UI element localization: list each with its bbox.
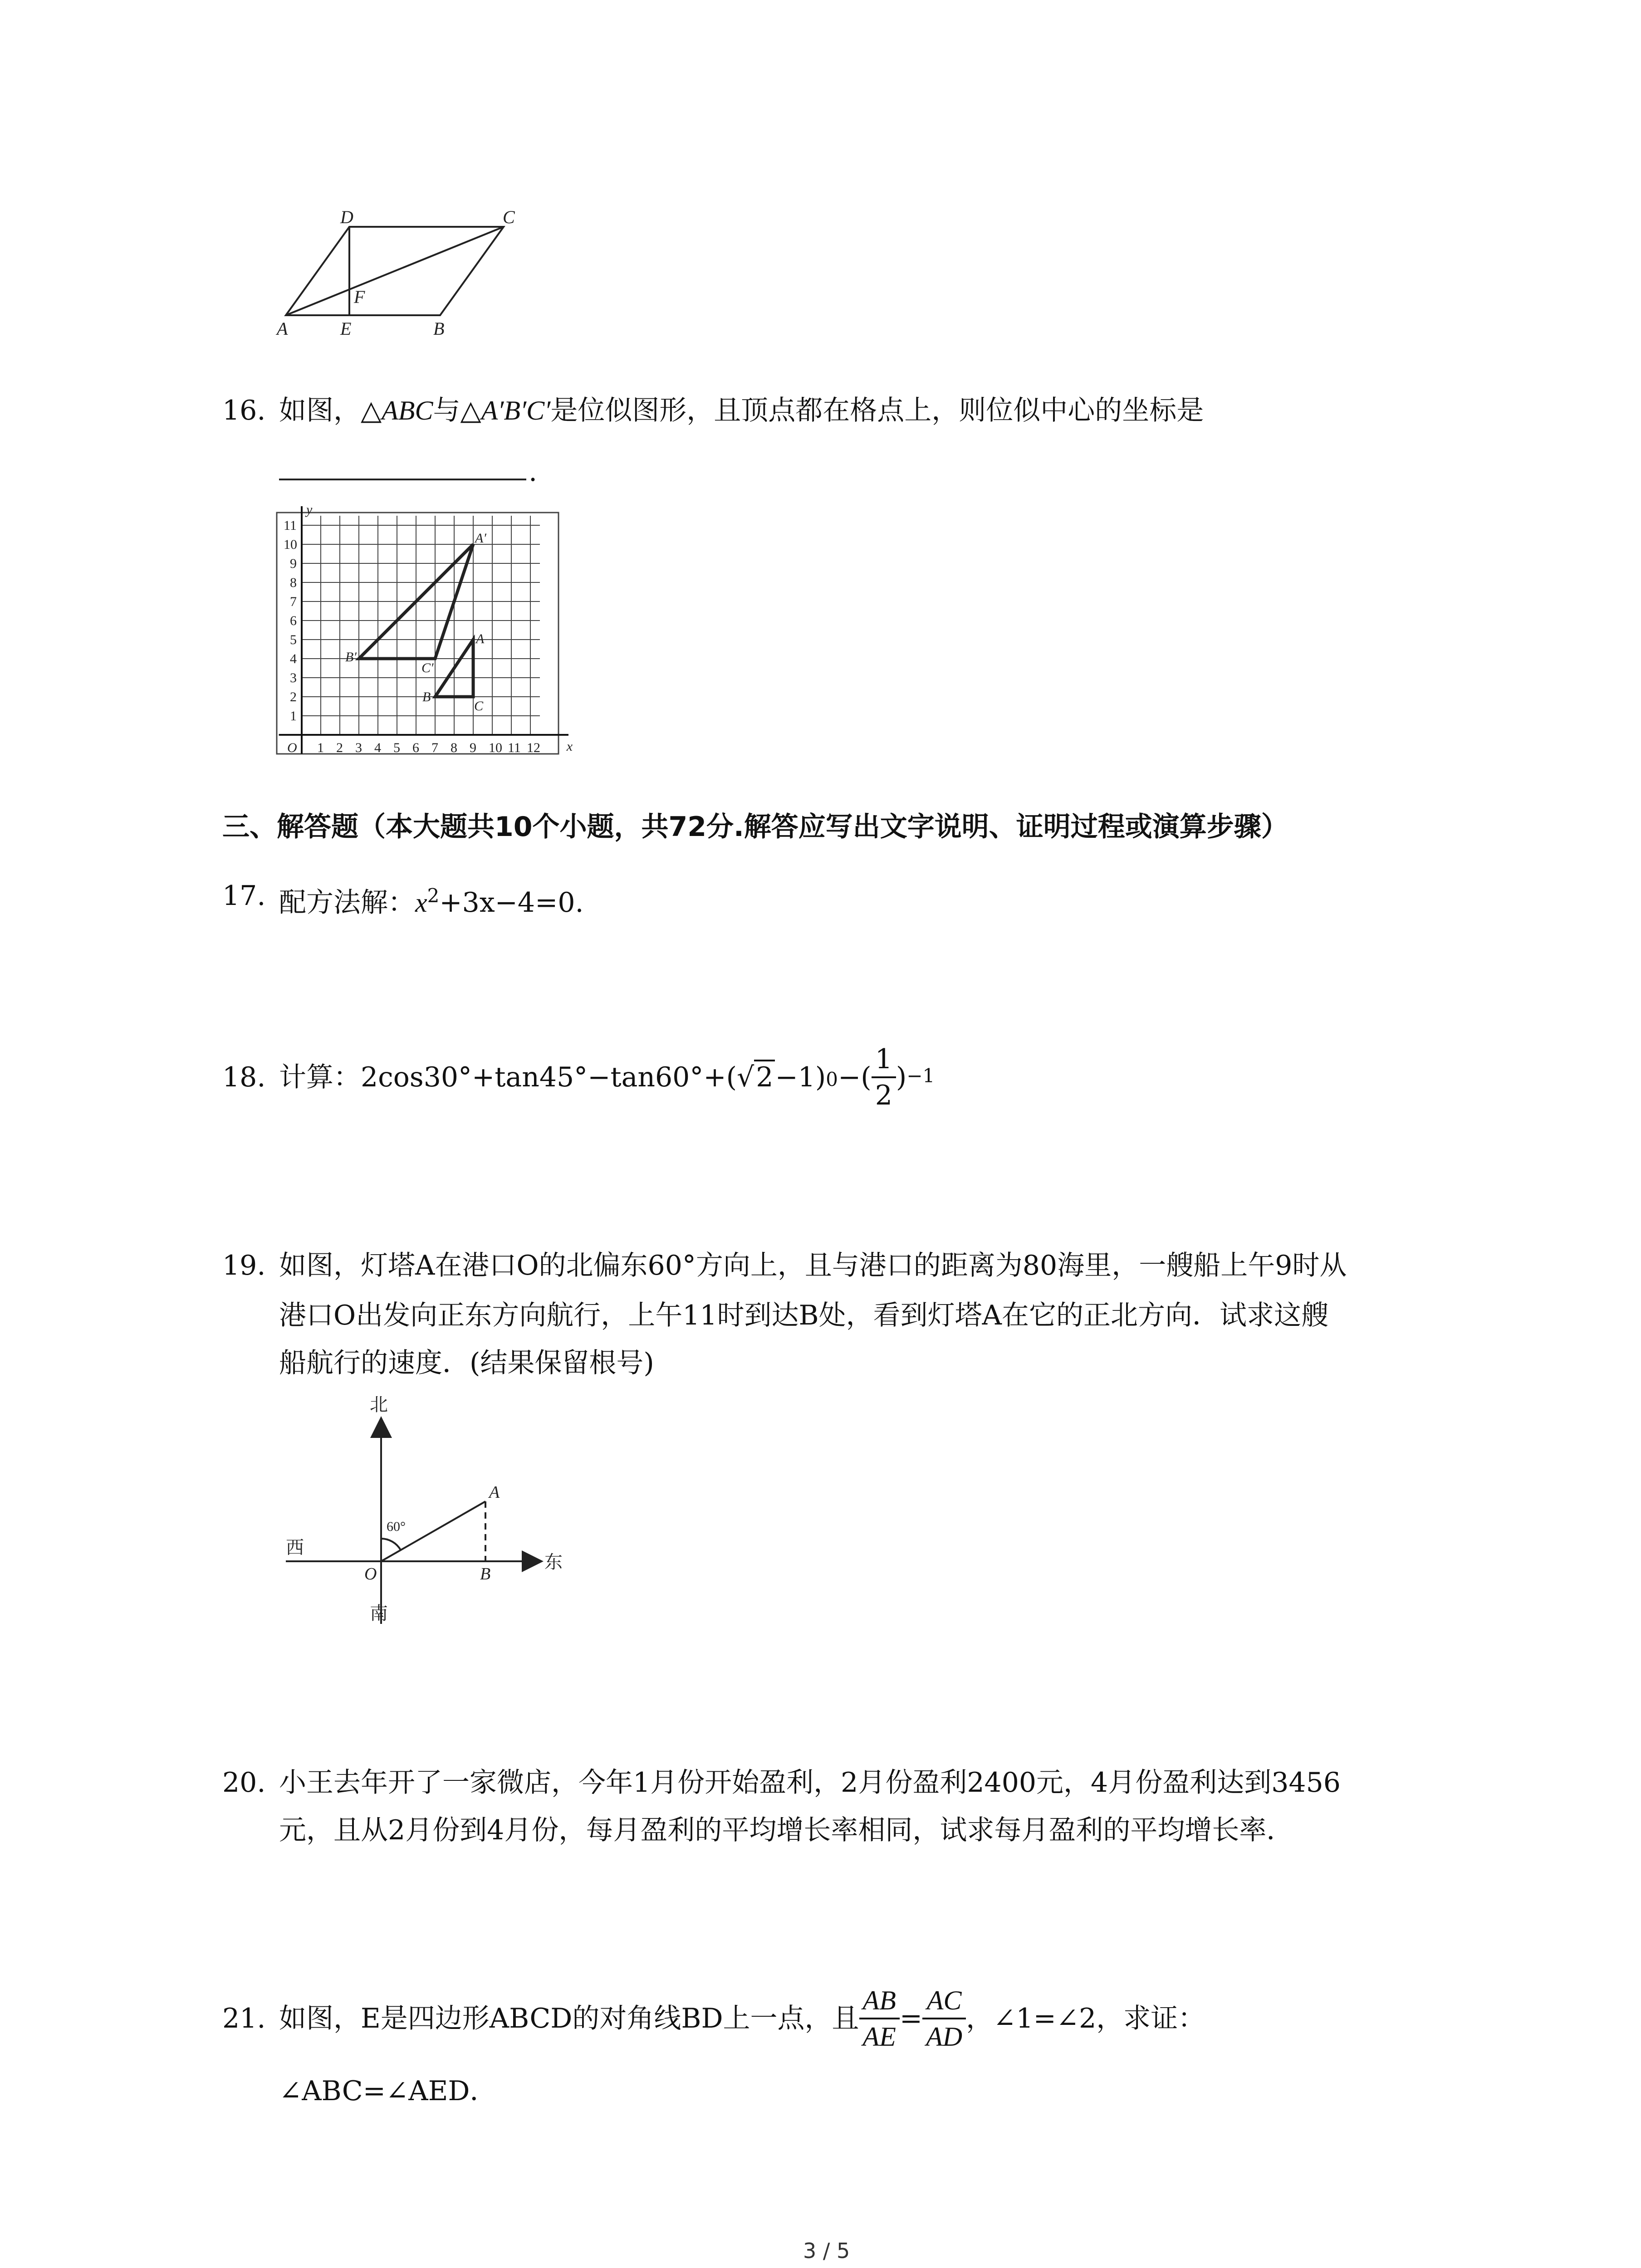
x-tick-label: 1 [317, 740, 324, 755]
question-number: 18. [222, 1061, 266, 1093]
x-tick-label: 6 [412, 740, 419, 755]
text-part: 计算： [279, 1061, 361, 1093]
denominator: AE [862, 2022, 896, 2052]
label-a: A [277, 318, 288, 339]
x-tick-label: 11 [508, 740, 521, 755]
math-expression: −1) [775, 1061, 826, 1093]
x-tick-label: 3 [355, 740, 362, 755]
label-e: E [340, 318, 352, 339]
fraction-ab-ae [859, 1987, 900, 2050]
x-tick-label: 9 [470, 740, 476, 755]
x-tick-label: 2 [336, 740, 343, 755]
sqrt-sign: √ [737, 1061, 754, 1093]
label-d: D [340, 207, 353, 227]
page-number: 3 / 5 [803, 2239, 850, 2263]
equals-sign: = [899, 2003, 923, 2034]
math-expression: +3x−4=0. [439, 887, 584, 919]
math-expression: ) [896, 1061, 907, 1093]
y-axis-label: y [306, 502, 313, 517]
x-tick-label: 10 [489, 740, 502, 755]
question-line: 船航行的速度．(结果保留根号) [279, 1347, 654, 1379]
question-number: 20. [222, 1767, 266, 1799]
text-part: 如图，E是四边形ABCD的对角线BD上一点，且 [279, 2003, 859, 2034]
x-tick-label: 5 [393, 740, 400, 755]
label-north: 北 [370, 1394, 388, 1415]
question-text [279, 388, 1204, 433]
label-b: B [433, 318, 445, 339]
x-tick-label: 12 [527, 740, 540, 755]
question-number: 21. [222, 2003, 266, 2034]
math-expression: 2cos30°+tan45°−tan60°+( [361, 1061, 737, 1093]
label-f: F [354, 287, 365, 307]
y-tick-label: 7 [290, 594, 297, 609]
math-exponent: 0 [826, 1068, 838, 1090]
label-east: 东 [544, 1552, 563, 1572]
lighthouse-compass-figure [272, 1393, 581, 1637]
y-tick-label: 2 [290, 689, 297, 704]
denominator: 2 [875, 1080, 892, 1111]
origin-label: O [287, 740, 297, 755]
question-text [279, 1975, 1205, 2062]
x-tick-label: 4 [374, 740, 381, 755]
math-exponent: 2 [427, 885, 440, 907]
homothety-grid-figure [268, 481, 585, 762]
text-part: ，∠1=∠2，求证： [966, 2003, 1205, 2034]
label-b-prime: B′ [345, 650, 357, 665]
y-tick-label: 4 [290, 651, 297, 666]
label-c-prime: C′ [421, 660, 434, 675]
text-part: 如图， [279, 395, 361, 426]
label-b: B [480, 1564, 491, 1584]
question-number: 17. [222, 880, 266, 912]
x-tick-label: 7 [431, 740, 438, 755]
grid-frame [277, 513, 558, 754]
y-tick-label: 11 [284, 518, 297, 533]
label-angle: 60° [387, 1519, 406, 1534]
label-b: B [422, 689, 431, 704]
y-tick-label: 3 [290, 670, 297, 685]
question-text [279, 1043, 935, 1111]
y-tick-label: 1 [290, 709, 297, 723]
numerator: AC [922, 1987, 966, 2019]
label-west: 西 [286, 1537, 304, 1558]
question-line: 港口O出发向正东方向航行，上午11时到达B处，看到灯塔A在它的正北方向．试求这艘 [279, 1300, 1328, 1331]
y-tick-label: 9 [290, 556, 297, 571]
text-part: 是位似图形，且顶点都在格点上，则位似中心的坐标是 [550, 395, 1204, 426]
denominator: AD [926, 2022, 963, 2052]
sqrt-argument: 2 [754, 1060, 775, 1093]
answer-blank[interactable] [279, 479, 526, 480]
y-tick-label: 10 [284, 537, 297, 552]
parallelogram-figure [272, 207, 515, 340]
x-axis-label: x [566, 739, 573, 754]
label-c: C [474, 699, 484, 714]
label-a-prime: A′ [475, 531, 486, 546]
blank-period: . [529, 456, 538, 488]
angle-arc [381, 1539, 401, 1550]
y-tick-label: 5 [290, 632, 297, 647]
question-line: 元，且从2月份到4月份，每月盈利的平均增长率相同，试求每月盈利的平均增长率． [279, 1814, 1294, 1846]
math-triangle-abc: △ABC [361, 396, 433, 425]
math-exponent: −1 [906, 1065, 935, 1087]
numerator: AB [859, 1987, 900, 2019]
question-line: 如图，灯塔A在港口O的北偏东60°方向上，且与港口的距离为80海里，一艘船上午9时从 [279, 1250, 1347, 1281]
fraction-one-half [872, 1043, 896, 1111]
text-part: 与 [433, 395, 460, 426]
question-number: 16. [222, 395, 266, 426]
section-heading: 三、解答题（本大题共10个小题，共72分.解答应写出文字说明、证明过程或演算步骤） [222, 811, 1288, 843]
question-number: 19. [222, 1250, 266, 1281]
numerator: 1 [872, 1046, 896, 1078]
y-tick-label: 8 [290, 575, 297, 590]
math-variable: x [415, 888, 427, 918]
question-line: ∠ABC=∠AED． [279, 2075, 497, 2107]
text-part: 配方法解： [279, 887, 415, 919]
sqrt-expression [737, 1055, 775, 1100]
label-o: O [364, 1564, 377, 1584]
question-line: 小王去年开了一家微店，今年1月份开始盈利，2月份盈利2400元，4月份盈利达到3456 [279, 1767, 1341, 1799]
math-triangle-abc-prime: △A′B′C′ [460, 396, 551, 425]
question-text [279, 873, 584, 925]
fraction-ac-ad [922, 1987, 966, 2050]
label-c: C [503, 207, 515, 227]
x-tick-label: 8 [451, 740, 457, 755]
label-a: A [476, 631, 485, 646]
label-a: A [489, 1483, 500, 1502]
math-expression: −( [838, 1061, 872, 1093]
y-tick-label: 6 [290, 613, 297, 628]
label-south: 南 [370, 1603, 388, 1623]
